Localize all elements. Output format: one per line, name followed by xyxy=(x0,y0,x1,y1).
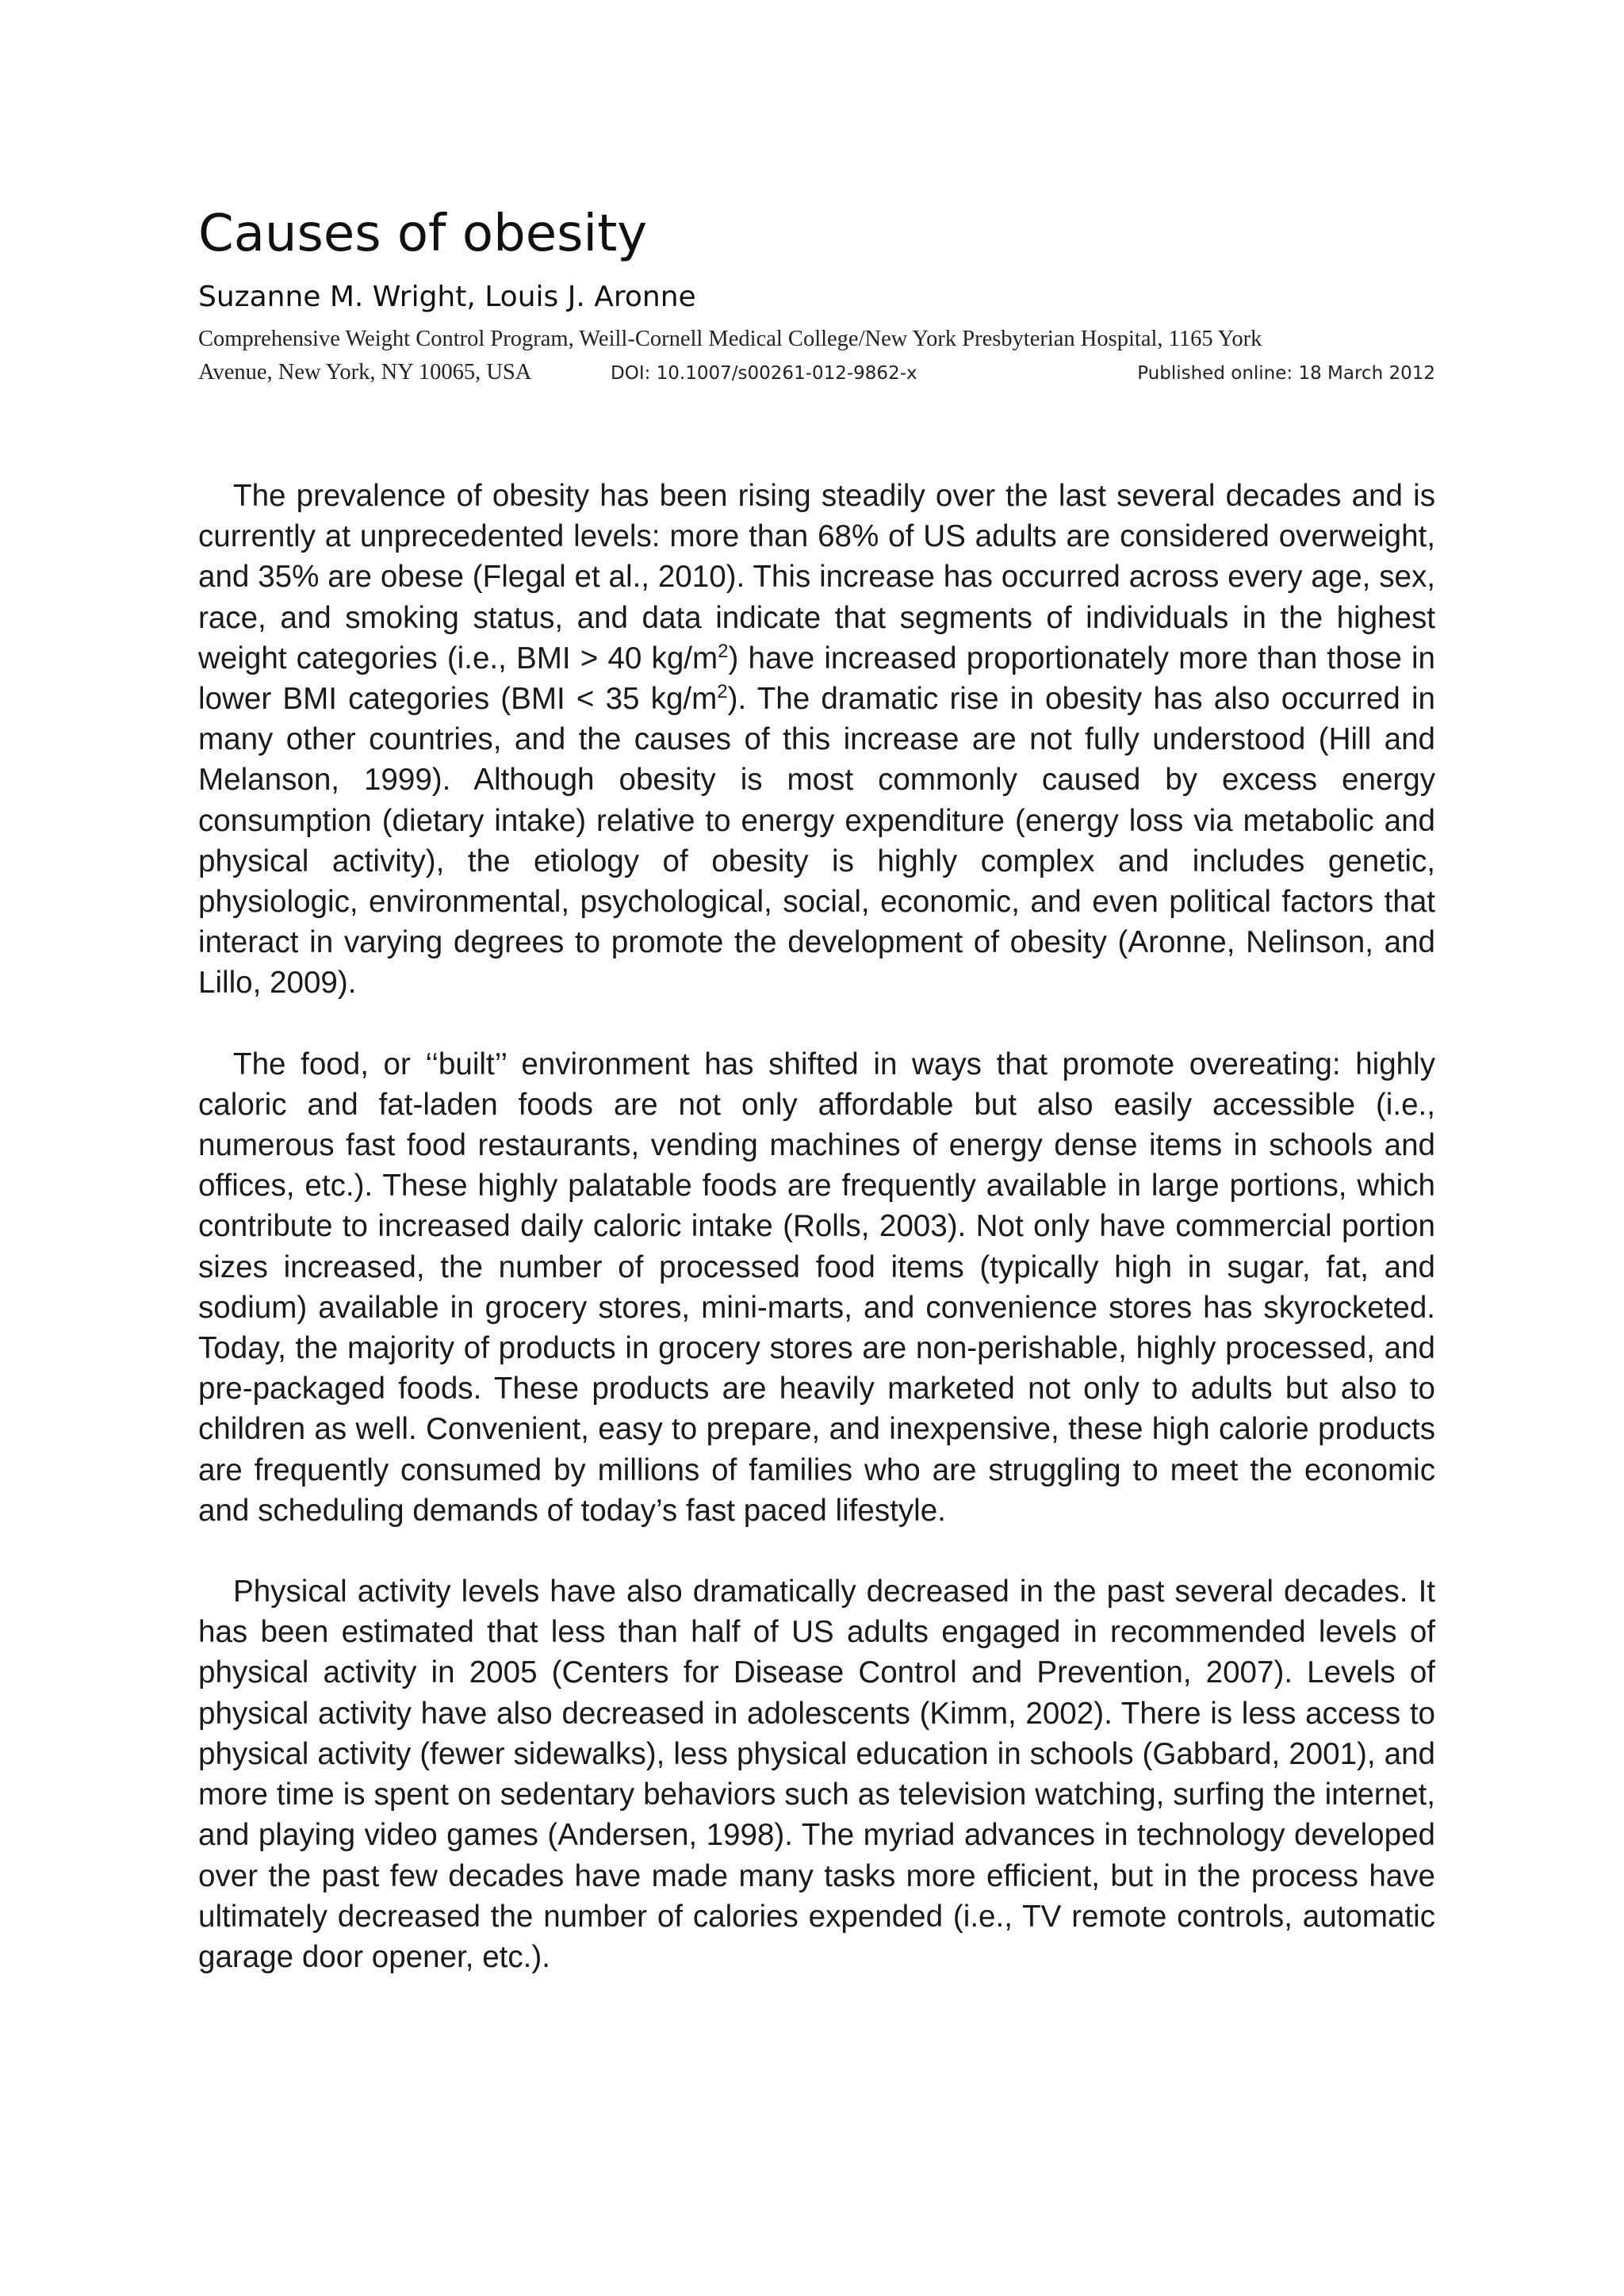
superscript: 2 xyxy=(718,640,729,662)
affiliation-line: Comprehensive Weight Control Program, Weill-Cornell Medical College/New York Presbyterian Hospital, 1165 York xyxy=(198,327,1262,351)
meta-row xyxy=(198,356,1435,390)
paragraph-prevalence xyxy=(198,476,1435,1004)
paragraph-physical-activity: Physical activity levels have also dramatically decreased in the past several decades. It has been estimated that less than half of US adults engaged in recommended levels of physical activity in 2005 (Centers for Disease Control and Prevention, 2007). Levels of physical activity have also decreased in adolescents (Kimm, 2002). There is less access to physical activity (fewer sidewalks), less physical education in schools (Gabbard, 2001), and more time is spent on sedentary behaviors such as television watching, surfing the internet, and playing video games (Andersen, 1998). The myriad advances in technology developed over the past few decades have made many tasks more efficient, but in the process have ultimately decreased the number of calories expended (i.e., TV remote controls, automatic garage door opener, etc.). xyxy=(198,1575,1435,1974)
paragraph-food-environment: The food, or ‘‘built’’ environment has shifted in ways that promote overeating: highly caloric and fat-laden foods are not only affordable but also easily accessible (i.e., numerous fast food restaurants, vending machines of energy dense items in schools and offices, etc.). These highly palatable foods are frequently available in large portions, which contribute to increased daily caloric intake (Rolls, 2003). Not only have commercial portion sizes increased, the number of processed food items (typically high in sugar, fat, and sodium) available in grocery stores, mini-marts, and convenience stores has skyrocketed. Today, the majority of products in grocery stores are non-perishable, highly processed, and pre-packaged foods. These products are heavily marketed not only to adults but also to children as well. Convenient, easy to prepare, and inexpensive, these high calorie products are frequently consumed by millions of families who are struggling to meet the economic and scheduling demands of today’s fast paced lifestyle. xyxy=(198,1047,1435,1528)
paragraph-text: ) have increased proportionately more than those in lower BMI categories (BMI < 35 kg/m xyxy=(198,641,1435,717)
article-body xyxy=(198,476,1435,1977)
paragraph-text: ). The dramatic rise in obesity has also occurred in many other countries, and the causes of this increase are not fully understood (Hill and Melanson, 1999). Although obesity is most commonly caused by excess energy consumption (dietary intake) relative to energy expenditure (energy loss via metabolic and physical activity), the etiology of obesity is highly complex and includes genetic, physiologic, environmental, psychological, social, economic, and even political factors that interact in varying degrees to promote the development of obesity (Aronne, Nelinson, and Lillo, 2009). xyxy=(198,682,1436,1001)
doi-link[interactable]: DOI: 10.1007/s00261-012-9862-x xyxy=(611,363,917,384)
affiliation-address: Avenue, New York, NY 10065, USA xyxy=(198,360,532,385)
paper-title: Causes of obesity xyxy=(198,205,648,263)
author-list: Suzanne M. Wright, Louis J. Aronne xyxy=(198,281,696,313)
affiliation-block xyxy=(198,323,1435,390)
paragraph-text: The prevalence of obesity has been rising steadily over the last several decades and is currently at unprecedented levels: more than 68% of US adults are considered overweight, and 35% are obese (Flegal et al., 2010). This increase has occurred across every age, sex, race, and smoking status, and data indicate that segments of individuals in the highest weight categories (i.e., BMI > 40 kg/m xyxy=(198,479,1435,675)
paper-content xyxy=(198,202,1435,2018)
superscript: 2 xyxy=(717,681,728,703)
publication-date: Published online: 18 March 2012 xyxy=(1137,363,1435,384)
